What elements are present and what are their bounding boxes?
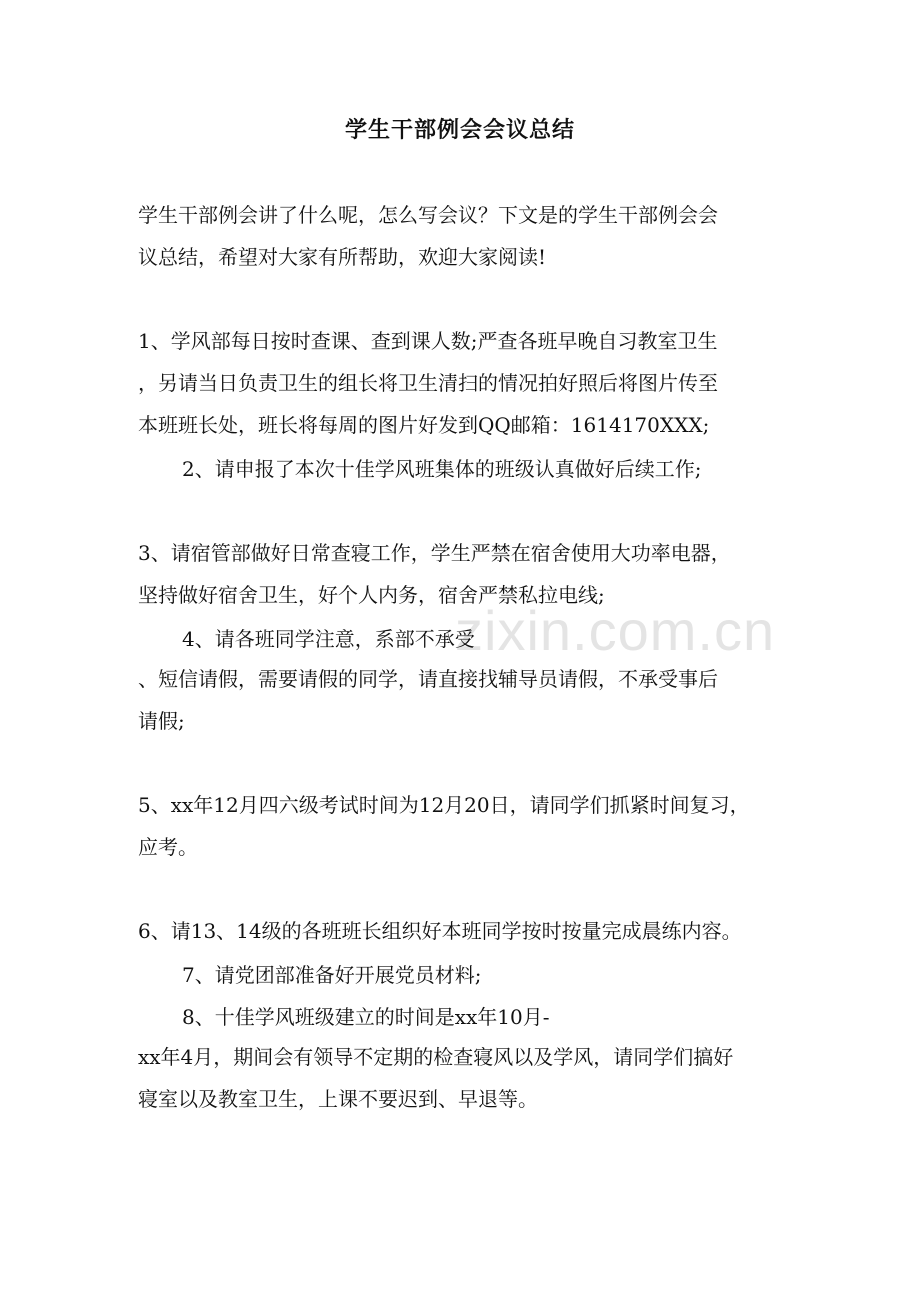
item-8-line-2: xx年4月，期间会有领导不定期的检查寝风以及学风，请同学们搞好: [138, 1045, 734, 1069]
intro-line-2: 议总结，希望对大家有所帮助，欢迎大家阅读!: [138, 245, 547, 269]
item-3-line-1: 3、请宿管部做好日常查寝工作，学生严禁在宿舍使用大功率电器，: [138, 541, 731, 565]
item-8-line-1: 8、十佳学风班级建立的时间是xx年10月-: [182, 1005, 550, 1029]
document-title: 学生干部例会会议总结: [344, 117, 575, 143]
item-4-line-2: 、短信请假，需要请假的同学，请直接找辅导员请假，不承受事后: [138, 667, 718, 691]
item-8-line-3: 寝室以及教室卫生，上课不要迟到、早退等。: [138, 1087, 538, 1111]
item-5-line-2: 应考。: [138, 835, 198, 859]
intro-line-1: 学生干部例会讲了什么呢，怎么写会议？下文是的学生干部例会会: [138, 203, 718, 227]
item-2: 2、请申报了本次十佳学风班集体的班级认真做好后续工作;: [182, 457, 702, 481]
item-7: 7、请党团部准备好开展党员材料;: [182, 963, 482, 987]
item-6: 6、请13、14级的各班班长组织好本班同学按时按量完成晨练内容。: [138, 919, 742, 943]
item-5-line-1: 5、xx年12月四六级考试时间为12月20日，请同学们抓紧时间复习，: [138, 793, 750, 817]
item-4-line-1: 4、请各班同学注意，系部不承受: [182, 627, 475, 651]
item-4-line-3: 请假;: [138, 709, 185, 733]
item-1-line-1: 1、学风部每日按时查课、查到课人数;严查各班早晚自习教室卫生: [138, 329, 718, 353]
item-1-line-3: 本班班长处，班长将每周的图片好发到QQ邮箱：1614170XXX;: [138, 413, 710, 437]
item-3-line-2: 坚持做好宿舍卫生，好个人内务，宿舍严禁私拉电线;: [138, 583, 605, 607]
watermark: zixin.com.cn: [455, 599, 776, 662]
item-1-line-2: ，另请当日负责卫生的组长将卫生清扫的情况拍好照后将图片传至: [138, 371, 718, 395]
